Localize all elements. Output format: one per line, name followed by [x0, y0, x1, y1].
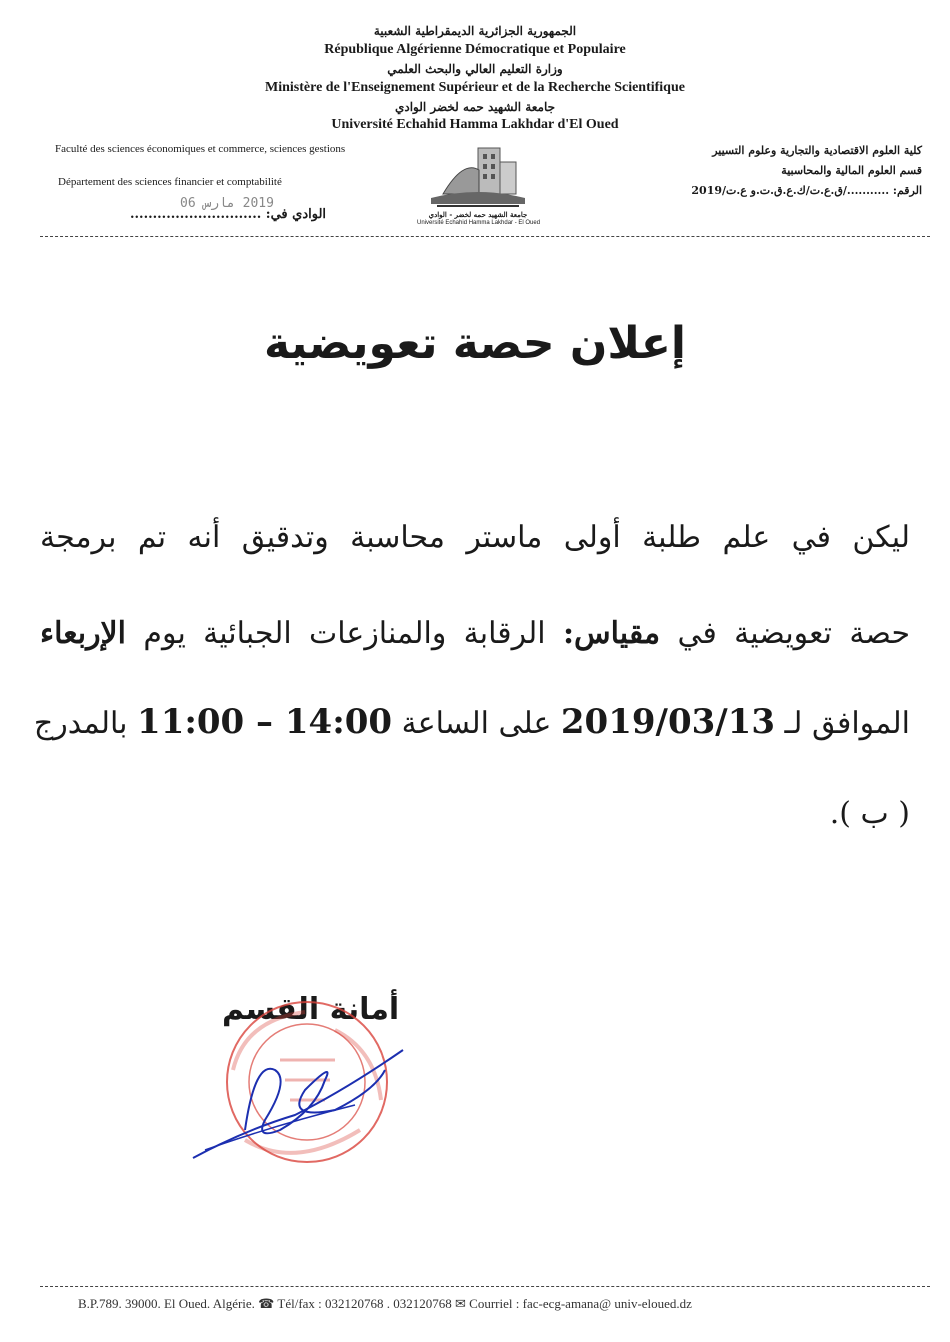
logo-caption-ar: جامعة الشهيد حمه لخضر - الوادي — [428, 210, 528, 219]
ministry-ar: وزارة التعليم العالي والبحث العلمي — [387, 62, 563, 76]
footer-contact: B.P.789. 39000. El Oued. Algérie. ☎ Tél/fax : 032120768 . 032120768 ✉ Courriel : fac-ecg-amana@ univ-eloued.dz — [78, 1296, 692, 1311]
reference-number: الرقم: .........../ق.ع.ت/ك.ع.ق.ت.و ع.ت/2019 — [691, 184, 922, 197]
body-line-1: ليكن في علم طلبة أولى ماستر محاسبة وتدقيق أنه تم برمجة — [40, 520, 910, 555]
republic-ar: الجمهورية الجزائرية الديمقراطية الشعبية — [373, 24, 577, 38]
session-date: 2019/03/13 — [560, 702, 775, 742]
body-line-3-c: على الساعة — [392, 706, 561, 741]
university-ar: جامعة الشهيد حمه لخضر الوادي — [394, 100, 556, 114]
handwritten-signature — [185, 1030, 415, 1170]
faculty-ar: كلية العلوم الاقتصادية والتجارية وعلوم التسيير — [712, 144, 922, 157]
subject-label: مقياس: — [562, 616, 661, 651]
page-title: إعلان حصة تعويضية — [264, 318, 686, 369]
body-line-3 — [33, 702, 910, 742]
session-time: 11:00 – 14:00 — [137, 702, 393, 742]
body-line-3-a: الموافق لـ — [774, 706, 910, 741]
footer-divider — [40, 1286, 930, 1287]
university-fr: Université Echahid Hamma Lakhdar d'El Oued — [331, 117, 619, 132]
body-line-2 — [40, 616, 910, 651]
body-line-4: ( ب ). — [829, 796, 910, 831]
republic-fr: République Algérienne Démocratique et Populaire — [324, 42, 626, 57]
department-fr: Département des sciences financier et comptabilité — [58, 176, 282, 188]
date-label: الوادي في: ............................. — [130, 207, 327, 222]
university-logo — [417, 140, 541, 232]
body-line-2-c: الرقابة والمنازعات الجبائية يوم — [126, 616, 563, 651]
department-ar: قسم العلوم المالية والمحاسبية — [781, 164, 922, 177]
body-line-3-e: بالمدرج — [33, 706, 138, 741]
signature-label: أمانة القسم — [222, 992, 400, 1027]
header-divider — [40, 236, 930, 237]
ministry-fr: Ministère de l'Enseignement Supérieur et de la Recherche Scientifique — [265, 80, 685, 95]
body-line-2-a: حصة تعويضية في — [660, 616, 910, 651]
day-name: الإربعاء — [40, 616, 127, 651]
logo-caption-fr: Université Echahid Hamma Lakhdar - El Oued — [417, 220, 541, 226]
faculty-fr: Faculté des sciences économiques et commerce, sciences gestions — [55, 143, 346, 155]
date-stamp: 2019 مارس 06 — [180, 196, 274, 211]
